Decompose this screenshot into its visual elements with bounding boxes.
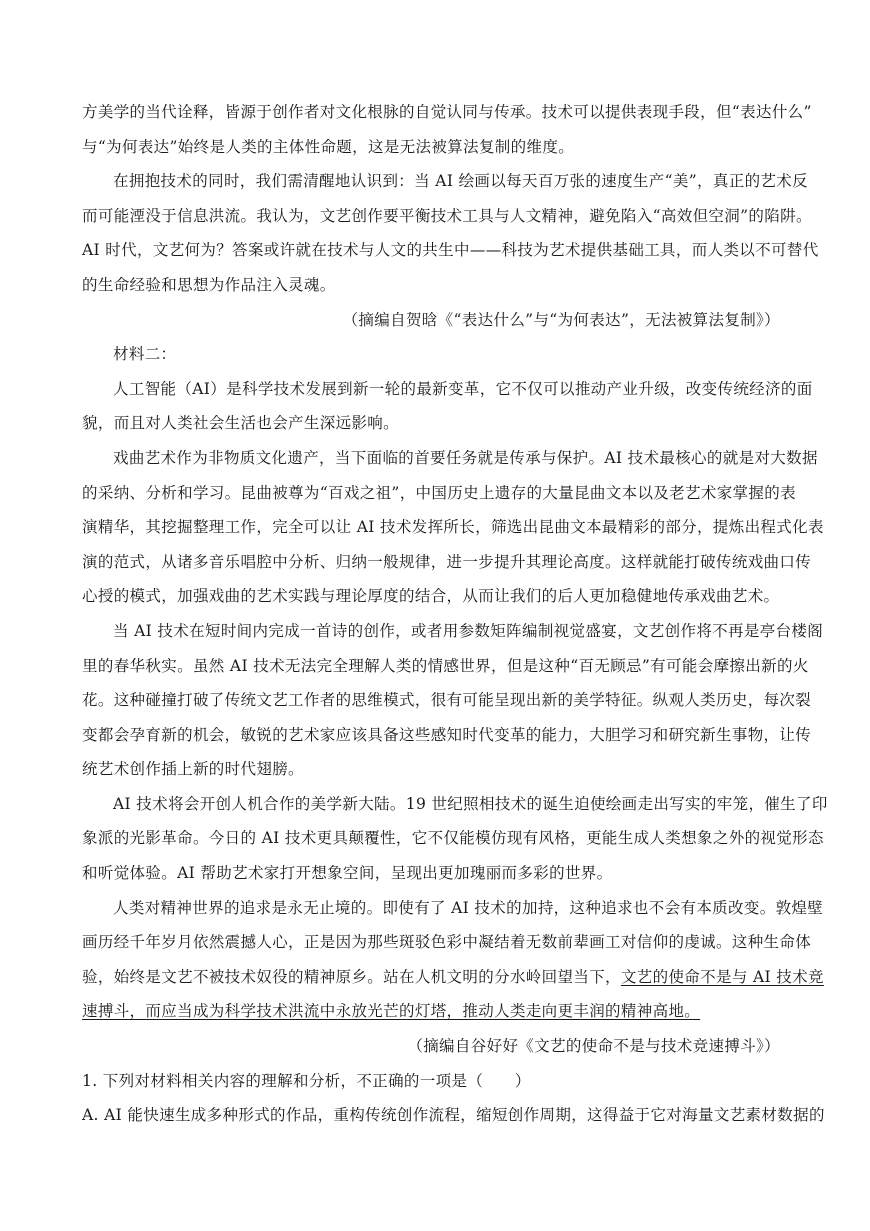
text-line: 象派的光影革命。今日的 AI 技术更具颠覆性，它不仅能模仿现有风格，更能生成人类想象之外的视觉形态 [82, 829, 824, 848]
text-line: 演的范式，从诸多音乐唱腔中分析、归纳一般规律，进一步提升其理论高度。这样就能打破传统戏曲口传 [82, 552, 812, 571]
text-line: 变都会孕育新的机会，敏锐的艺术家应该具备这些感知时代变革的能力，大胆学习和研究新生事物，让传 [82, 725, 812, 744]
text-line: AI 技术将会开创人机合作的美学新大陆。19 世纪照相技术的诞生迫使绘画走出写实的牢笼，催生了印 [113, 794, 828, 813]
text-line: 人工智能（AI）是科学技术发展到新一轮的最新变革，它不仅可以推动产业升级，改变传统经济的面 [113, 379, 813, 398]
question-option-a: A. AI 能快速生成多种形式的作品，重构传统创作流程，缩短创作周期，这得益于它对海量文艺素材数据的 [82, 1106, 825, 1125]
text-line: 里的春华秋实。虽然 AI 技术无法完全理解人类的情感世界，但是这种“百无顾忌”有可能会摩擦出新的火 [82, 656, 809, 675]
text-line: 人类对精神世界的追求是永无止境的。即使有了 AI 技术的加持，这种追求也不会有本质改变。敦煌壁 [113, 898, 824, 917]
text-line: 在拥抱技术的同时，我们需清醒地认识到：当 AI 绘画以每天百万张的速度生产“美”，真正的艺术反 [113, 172, 808, 191]
text-line: 的生命经验和思想为作品注入灵魂。 [82, 275, 336, 294]
text-line: 和听觉体验。AI 帮助艺术家打开想象空间，呈现出更加瑰丽而多彩的世界。 [82, 864, 613, 883]
text-column [82, 95, 828, 1133]
text-line: AI 时代，文艺何为？答案或许就在技术与人文的共生中——科技为艺术提供基础工具，而人类以不可替代 [82, 241, 819, 260]
underlined-sentence: 速搏斗，而应当成为科学技术洪流中永放光芒的灯塔，推动人类走向更丰润的精神高地。 [82, 1002, 701, 1021]
text-line: 统艺术创作插上新的时代翅膀。 [82, 760, 304, 779]
section-heading: 材料二： [113, 345, 177, 364]
text-line: 花。这种碰撞打破了传统文艺工作者的思维模式，很有可能呈现出新的美学特征。纵观人类历史，每次裂 [82, 691, 812, 710]
underlined-sentence: 文艺的使命不是与 AI 技术竞 [620, 967, 824, 986]
text-line [82, 960, 824, 995]
text-line: 当 AI 技术在短时间内完成一首诗的创作，或者用参数矩阵编制视觉盛宴，文艺创作将不再是亭台楼阁 [113, 621, 824, 640]
text-line: 貌，而且对人类社会生活也会产生深远影响。 [82, 414, 400, 433]
text-line: 与“为何表达”始终是人类的主体性命题，这是无法被算法复制的维度。 [82, 137, 575, 156]
text-line: 心授的模式，加强戏曲的艺术实践与理论厚度的结合，从而让我们的后人更加稳健地传承戏曲艺术。 [82, 587, 780, 606]
source-citation: （摘编自谷好好《文艺的使命不是与技术竞速搏斗》） [407, 1037, 780, 1056]
text-segment: 验，始终是文艺不被技术奴役的精神原乡。站在人机文明的分水岭回望当下， [82, 967, 621, 986]
question-stem: 1. 下列对材料相关内容的理解和分析，不正确的一项是（ ） [82, 1071, 531, 1090]
text-line: 而可能湮没于信息洪流。我认为，文艺创作要平衡技术工具与人文精神，避免陷入“高效但空洞”的陷阱。 [82, 206, 812, 225]
text-line: 画历经千年岁月依然震撼人心，正是因为那些斑驳色彩中凝结着无数前辈画工对信仰的虔诚。这种生命体 [82, 933, 812, 952]
text-line: 的采纳、分析和学习。昆曲被尊为“百戏之祖”，中国历史上遗存的大量昆曲文本以及老艺术家掌握的表 [82, 483, 796, 502]
text-line [82, 994, 790, 1029]
text-line: 演精华，其挖掘整理工作，完全可以让 AI 技术发挥所长，筛选出昆曲文本最精彩的部分，提炼出程式化表 [82, 518, 824, 537]
source-citation: （摘编自贺晗《“表达什么”与“为何表达”，无法被算法复制》） [342, 310, 780, 329]
text-line: 方美学的当代诠释，皆源于创作者对文化根脉的自觉认同与传承。技术可以提供表现手段，但“表达什么” [82, 103, 812, 121]
text-line: 戏曲艺术作为非物质文化遗产，当下面临的首要任务就是传承与保护。AI 技术最核心的就是对大数据 [113, 448, 818, 467]
